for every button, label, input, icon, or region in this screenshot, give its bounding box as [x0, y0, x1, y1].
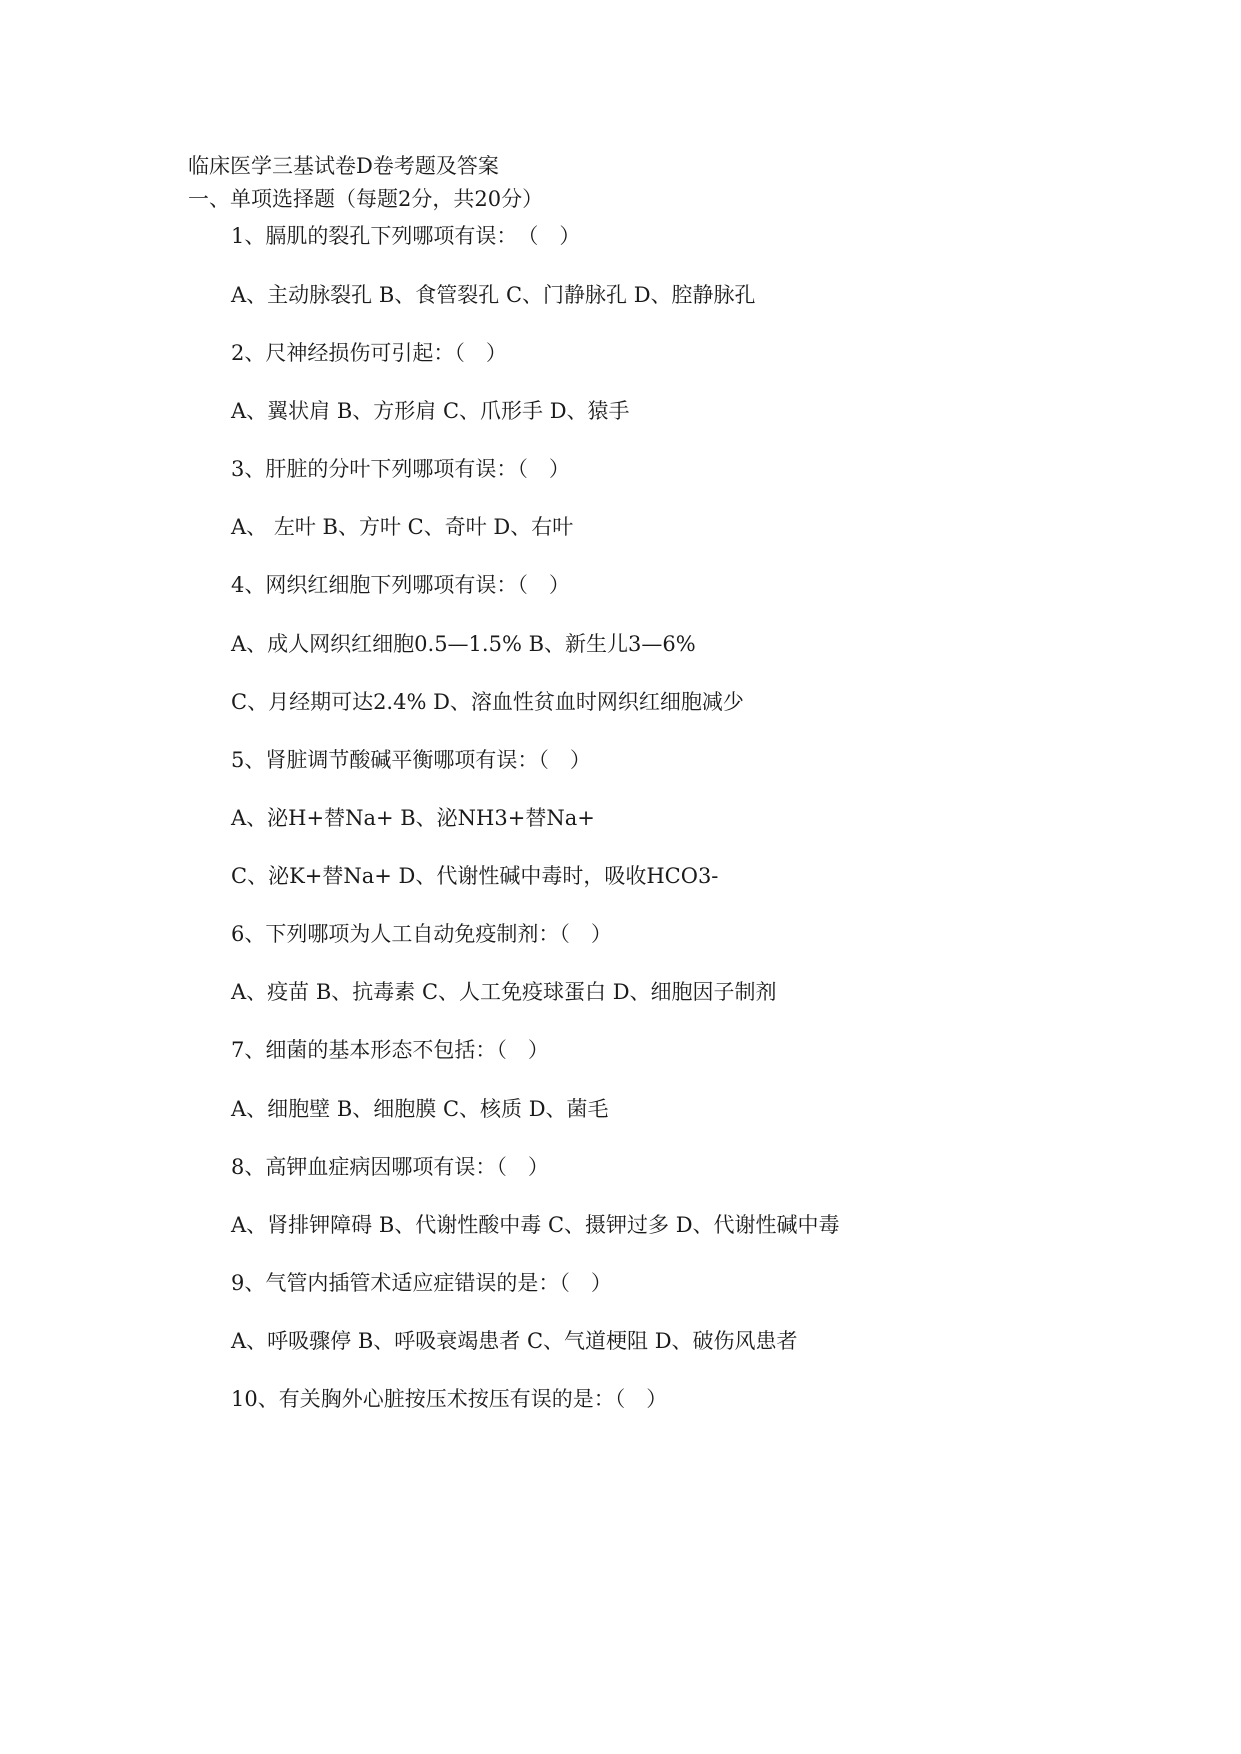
question-4: 4、网织红细胞下列哪项有误：（ ） — [231, 573, 570, 597]
question-8: 8、高钾血症病因哪项有误：（ ） — [231, 1155, 549, 1179]
options-3: A、 左叶 B、方叶 C、奇叶 D、右叶 — [231, 515, 574, 539]
options-8: A、肾排钾障碍 B、代谢性酸中毒 C、摄钾过多 D、代谢性碱中毒 — [231, 1213, 840, 1237]
question-2: 2、尺神经损伤可引起：（ ） — [231, 341, 507, 365]
question-1: 1、膈肌的裂孔下列哪项有误： （ ） — [231, 224, 581, 248]
options-7: A、细胞壁 B、细胞膜 C、核质 D、菌毛 — [231, 1097, 609, 1121]
options-5b: C、泌K+替Na+ D、代谢性碱中毒时，吸收HCO3- — [231, 864, 719, 888]
options-1: A、主动脉裂孔 B、食管裂孔 C、门静脉孔 D、腔静脉孔 — [231, 283, 756, 307]
document-title: 临床医学三基试卷D卷考题及答案 — [188, 154, 499, 178]
question-3: 3、肝脏的分叶下列哪项有误：（ ） — [231, 457, 570, 481]
question-10: 10、有关胸外心脏按压术按压有误的是：（ ） — [231, 1387, 668, 1411]
section-heading: 一、单项选择题（每题2分，共20分） — [188, 187, 544, 211]
question-5: 5、肾脏调节酸碱平衡哪项有误：（ ） — [231, 748, 591, 772]
question-7: 7、细菌的基本形态不包括：（ ） — [231, 1038, 549, 1062]
options-4a: A、成人网织红细胞0.5—1.5% B、新生儿3—6% — [231, 632, 696, 656]
question-9: 9、气管内插管术适应症错误的是：（ ） — [231, 1271, 612, 1295]
question-6: 6、下列哪项为人工自动免疫制剂：（ ） — [231, 922, 612, 946]
options-2: A、翼状肩 B、方形肩 C、爪形手 D、猿手 — [231, 399, 630, 423]
options-6: A、疫苗 B、抗毒素 C、人工免疫球蛋白 D、细胞因子制剂 — [231, 980, 777, 1004]
options-4b: C、月经期可达2.4% D、溶血性贫血时网织红细胞减少 — [231, 690, 744, 714]
options-9: A、呼吸骤停 B、呼吸衰竭患者 C、气道梗阻 D、破伤风患者 — [231, 1329, 798, 1353]
options-5a: A、泌H+替Na+ B、泌NH3+替Na+ — [231, 806, 595, 830]
